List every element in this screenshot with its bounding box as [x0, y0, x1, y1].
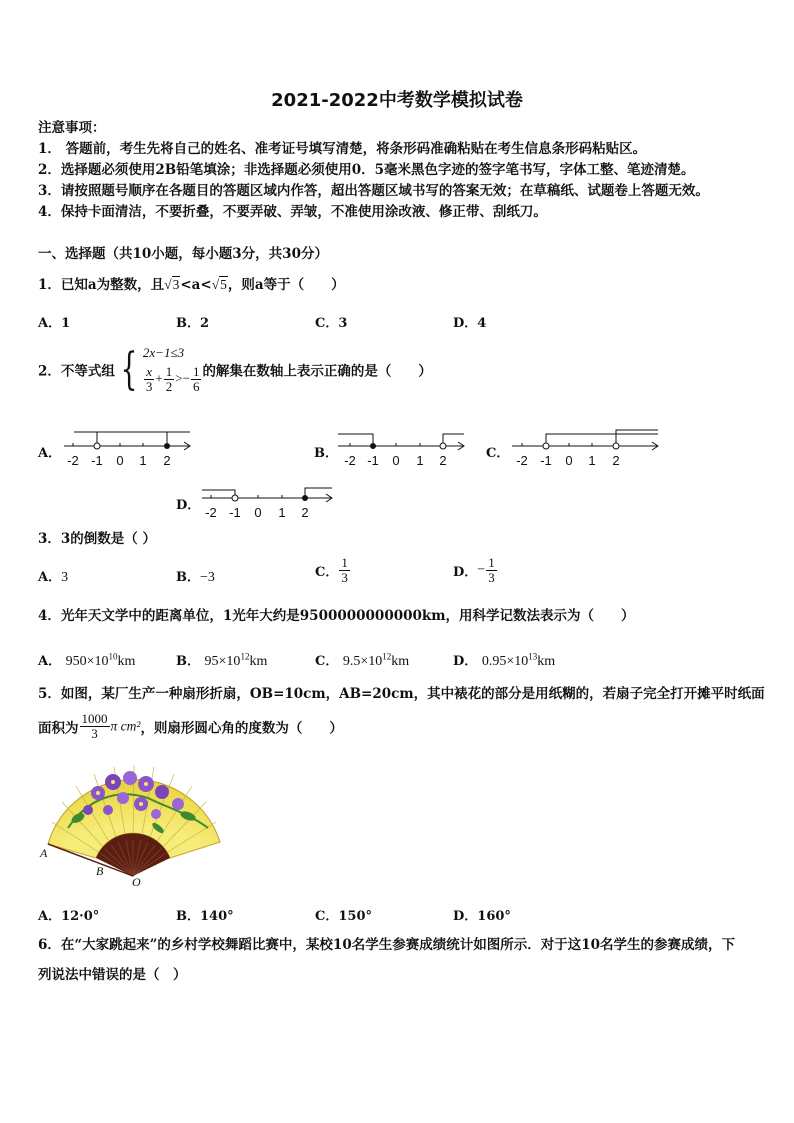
notice-item: 2．选择题必须使用2B铅笔填涂；非选择题必须使用0．5毫米黑色字迹的签字笔书写，字体工整、笔迹清楚。 — [38, 162, 695, 178]
q4-option-d: D． $0.95\times 10^{13}km$ — [453, 651, 556, 669]
point-label-o: O — [132, 875, 141, 889]
number-line-b — [336, 428, 468, 470]
section-heading: 一、选择题（共10小题，每小题3分，共30分） — [38, 246, 328, 262]
question-6-line-1: 6．在“大家跳起来”的乡村学校舞蹈比赛中，某校10名学生参赛成绩统计如图所示．对于这10名学生的参赛成绩，下 — [38, 937, 735, 953]
tick-label: 1 — [588, 453, 596, 468]
q2-option-d-label: D． — [176, 498, 201, 513]
tick-label: -2 — [516, 453, 528, 468]
question-2-stem: 2．不等式组 { 2x−1≤3 $\frac{x}{3}$ + $\frac{1}{2}$ >− $\frac{1}{6}$ 的解集在数轴上表示正确的是（ ） — [38, 343, 432, 395]
tick-label: -1 — [229, 505, 241, 520]
notice-item: 4．保持卡面清洁，不要折叠，不要弄破、弄皱，不准使用涂改液、修正带、刮纸刀。 — [38, 204, 547, 220]
question-4-stem: 4．光年天文学中的距离单位，1光年大约是9500000000000km，用科学记数法表示为（ ） — [38, 608, 635, 624]
q1-option-b: B．2 — [176, 316, 210, 331]
q2-option-b-label: B． — [314, 446, 338, 461]
tick-label: -1 — [367, 453, 379, 468]
q3-option-b: B．−3 — [176, 570, 215, 585]
point-label-b: B — [96, 864, 104, 878]
tick-label: 0 — [254, 505, 262, 520]
q3-option-d: D．− $\frac{1}{3}$ — [453, 555, 495, 585]
tick-label: 2 — [612, 453, 620, 468]
question-6-line-2: 列说法中错误的是（ ） — [38, 967, 187, 983]
point-label-a: A — [40, 846, 48, 860]
fan-figure — [38, 758, 228, 890]
tick-label: 2 — [301, 505, 309, 520]
q2-option-a-label: A． — [38, 446, 62, 461]
question-5-line-1: 5．如图，某厂生产一种扇形折扇，OB=10cm，AB=20cm，其中裱花的部分是用纸糊的，若扇子完全打开摊平时纸面 — [38, 686, 765, 702]
q5-option-c: C．150° — [315, 909, 372, 924]
tick-label: 0 — [392, 453, 400, 468]
tick-label: 0 — [565, 453, 573, 468]
q3-option-c: C． $\frac{1}{3}$ — [315, 555, 348, 585]
notice-item: 3．请按照题号顺序在各题目的答题区域内作答，超出答题区域书写的答案无效；在草稿纸、试题卷上答题无效。 — [38, 183, 709, 199]
number-line-d — [200, 480, 336, 522]
tick-label: 1 — [139, 453, 147, 468]
q5-option-a: A．12·0° — [38, 909, 100, 924]
sqrt-3: √3 — [164, 277, 180, 292]
tick-label: -2 — [344, 453, 356, 468]
q3-option-a: A．3 — [38, 570, 69, 585]
q5-option-d: D．160° — [453, 909, 511, 924]
q4-option-c: C． $9.5\times 10^{12}km$ — [315, 651, 410, 669]
question-3-stem: 3．3的倒数是（ ） — [38, 531, 156, 547]
question-1-stem: 1．已知a为整数，且√3<a<√5，则a等于（ ） — [38, 274, 345, 296]
tick-label: 2 — [439, 453, 447, 468]
tick-label: 1 — [416, 453, 424, 468]
q1-option-d: D．4 — [453, 316, 487, 331]
q5-option-b: B．140° — [176, 909, 234, 924]
tick-label: 1 — [278, 505, 286, 520]
tick-label: -2 — [205, 505, 217, 520]
tick-label: 2 — [163, 453, 171, 468]
notice-item: 1． 答题前，考生先将自己的姓名、准考证号填写清楚，将条形码准确粘贴在考生信息条形码粘贴区。 — [38, 141, 647, 157]
question-5-line-2: 面积为 $\frac{1000}{3}$ π cm²，则扇形圆心角的度数为（ ） — [38, 711, 343, 741]
sqrt-5: √5 — [211, 277, 227, 292]
number-line-c — [510, 428, 662, 470]
inequality-system: 2x−1≤3 $\frac{x}{3}$ + $\frac{1}{2}$ >− $\frac{1}{6}$ — [142, 345, 200, 394]
tick-label: -1 — [91, 453, 103, 468]
q2-option-c-label: C． — [486, 446, 510, 461]
system-brace: { — [120, 343, 138, 395]
number-line-a — [62, 428, 194, 470]
q1-option-a: A．1 — [38, 316, 71, 331]
tick-label: -2 — [67, 453, 79, 468]
page-title: 2021-2022中考数学模拟试卷 — [271, 90, 523, 111]
tick-label: -1 — [540, 453, 552, 468]
notice-heading: 注意事项： — [38, 120, 106, 136]
q4-option-a: A． $950\times 10^{10}km$ — [38, 651, 136, 669]
q4-option-b: B． $95\times 10^{12}km$ — [176, 651, 268, 669]
q1-option-c: C．3 — [315, 316, 348, 331]
tick-label: 0 — [116, 453, 124, 468]
